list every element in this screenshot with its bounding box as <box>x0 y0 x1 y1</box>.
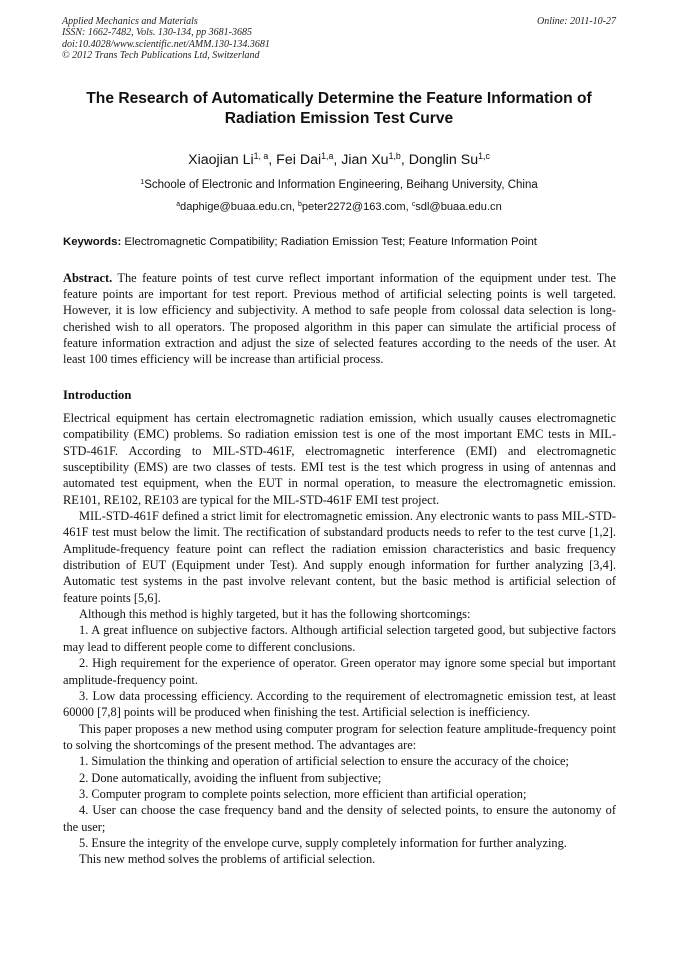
abstract-text: The feature points of test curve reflect important information of the equipment under test. The feature points are important for test report. Previous method of artificial selecting points is well targeted. However, it is low efficiency and subjectivity. A method to safe people from colossal data selection is long-cherished wish to all operators. The proposed algorithm in this paper can simulate the artificial process of feature information extraction and adjust the size of selected features according to the needs of the user. At least 100 times efficiency will be increase than artificial process. <box>63 271 616 367</box>
keywords-label: Keywords: <box>63 236 122 248</box>
list-item: 3. Low data processing efficiency. According to the requirement of electromagnetic emission test, at least 60000 [7,8] points will be produced when finishing the test. Artificial selection is inefficiency. <box>63 688 616 720</box>
paragraph: This paper proposes a new method using computer program for selection feature amplitude-frequency point to solving the shortcomings of the present method. The advantages are: <box>63 721 616 752</box>
list-item: 1. Simulation the thinking and operation of artificial selection to ensure the accuracy of the choice; <box>79 754 569 769</box>
email-address: daphige@buaa.edu.cn, <box>180 201 299 213</box>
list-item: 5. Ensure the integrity of the envelope curve, supply completely information for further analyzing. <box>79 835 567 850</box>
affiliation-sup: 1 <box>140 178 145 187</box>
paragraph: Although this method is highly targeted, but it has the following shortcomings: <box>79 607 471 622</box>
abstract-label: Abstract. <box>63 271 113 285</box>
list-item: 3. Computer program to complete points selection, more efficient than artificial operation; <box>79 786 527 801</box>
paper-title <box>60 89 618 129</box>
keywords <box>63 236 619 248</box>
author-name: , Donglin Su <box>400 152 479 168</box>
email-sup: a <box>176 201 181 209</box>
introduction-body <box>63 410 616 868</box>
title-line-2: Radiation Emission Test Curve <box>224 110 454 127</box>
author-name: , Fei Dai <box>268 152 322 168</box>
author-sup: 1,b <box>388 151 401 162</box>
online-date: Online: 2011-10-27 <box>537 16 616 27</box>
list-item: 2. High requirement for the experience of operator. Green operator may ignore some special but important amplitude-frequency point. <box>63 656 616 687</box>
email-sup: c <box>411 201 416 209</box>
list-item: 1. A great influence on subjective factors. Although artificial selection targeted good, but subjective factors may lead to different people come to different conclusions. <box>63 623 616 654</box>
list-item: 2. Done automatically, avoiding the influent from subjective; <box>79 770 382 785</box>
paragraph: This new method solves the problems of artificial selection. <box>79 852 376 867</box>
author-sup: 1,a <box>321 151 334 162</box>
abstract <box>63 270 616 367</box>
list-item: 4. User can choose the case frequency band and the density of selected points, to ensure the autonomy of the user; <box>63 803 616 834</box>
journal-name: Applied Mechanics and Materials <box>62 16 198 27</box>
affiliation-text: Schoole of Electronic and Information Engineering, Beihang University, China <box>144 179 538 191</box>
section-heading-introduction: Introduction <box>63 388 132 402</box>
email-address: peter2272@163.com, <box>301 201 412 213</box>
email-sup: b <box>298 201 302 209</box>
journal-issn: ISSN: 1662-7482, Vols. 130-134, pp 3681-3685 <box>62 27 252 39</box>
journal-copyright: © 2012 Trans Tech Publications Ltd, Switzerland <box>62 49 260 61</box>
paragraph: Electrical equipment has certain electromagnetic radiation emission, which usually causes electromagnetic compatibility (EMC) problems. So radiation emission test is one of the most important EMC tests in MIL-STD-461F. According to MIL-STD-461F, electromagnetic interference (EMI) and electromagnetic susceptibility (EMS) are two classes of tests. EMI test is the test which progress in using of antennas and automated test equipment, when the EUT in normal operation, to measure the electromagnetic emission. RE101, RE102, RE103 are typical for the MIL-STD-461F EMI test project. <box>63 411 616 507</box>
title-line-1: The Research of Automatically Determine the Feature Information of <box>86 90 592 107</box>
journal-header <box>62 16 616 61</box>
email-address: sdl@buaa.edu.cn <box>415 201 502 213</box>
author-name: , Jian Xu <box>333 152 389 168</box>
journal-doi: doi:10.4028/www.scientific.net/AMM.130-134.3681 <box>62 38 270 50</box>
author-name: Xiaojian Li <box>188 152 254 168</box>
keywords-text: Electromagnetic Compatibility; Radiation Emission Test; Feature Information Point <box>121 236 537 248</box>
author-list <box>60 152 618 168</box>
paragraph: MIL-STD-461F defined a strict limit for electromagnetic emission. Any electronic wants to pass MIL-STD-461F test must below the limit. The rectification of substandard products needs to refer to the test curve [1,2]. Amplitude-frequency feature point can reflect the radiation emission characteristics and basic frequency distribution of EUT (Equipment under Test). And supply enough information for further analyzing [3,4]. Automatic test systems in the past involve relevant content, but the basic method is artificial selection of feature points [5,6]. <box>63 509 616 605</box>
affiliation <box>60 179 618 191</box>
author-emails <box>60 201 618 213</box>
author-sup: 1,c <box>478 151 490 162</box>
author-sup: 1, a <box>253 151 269 162</box>
